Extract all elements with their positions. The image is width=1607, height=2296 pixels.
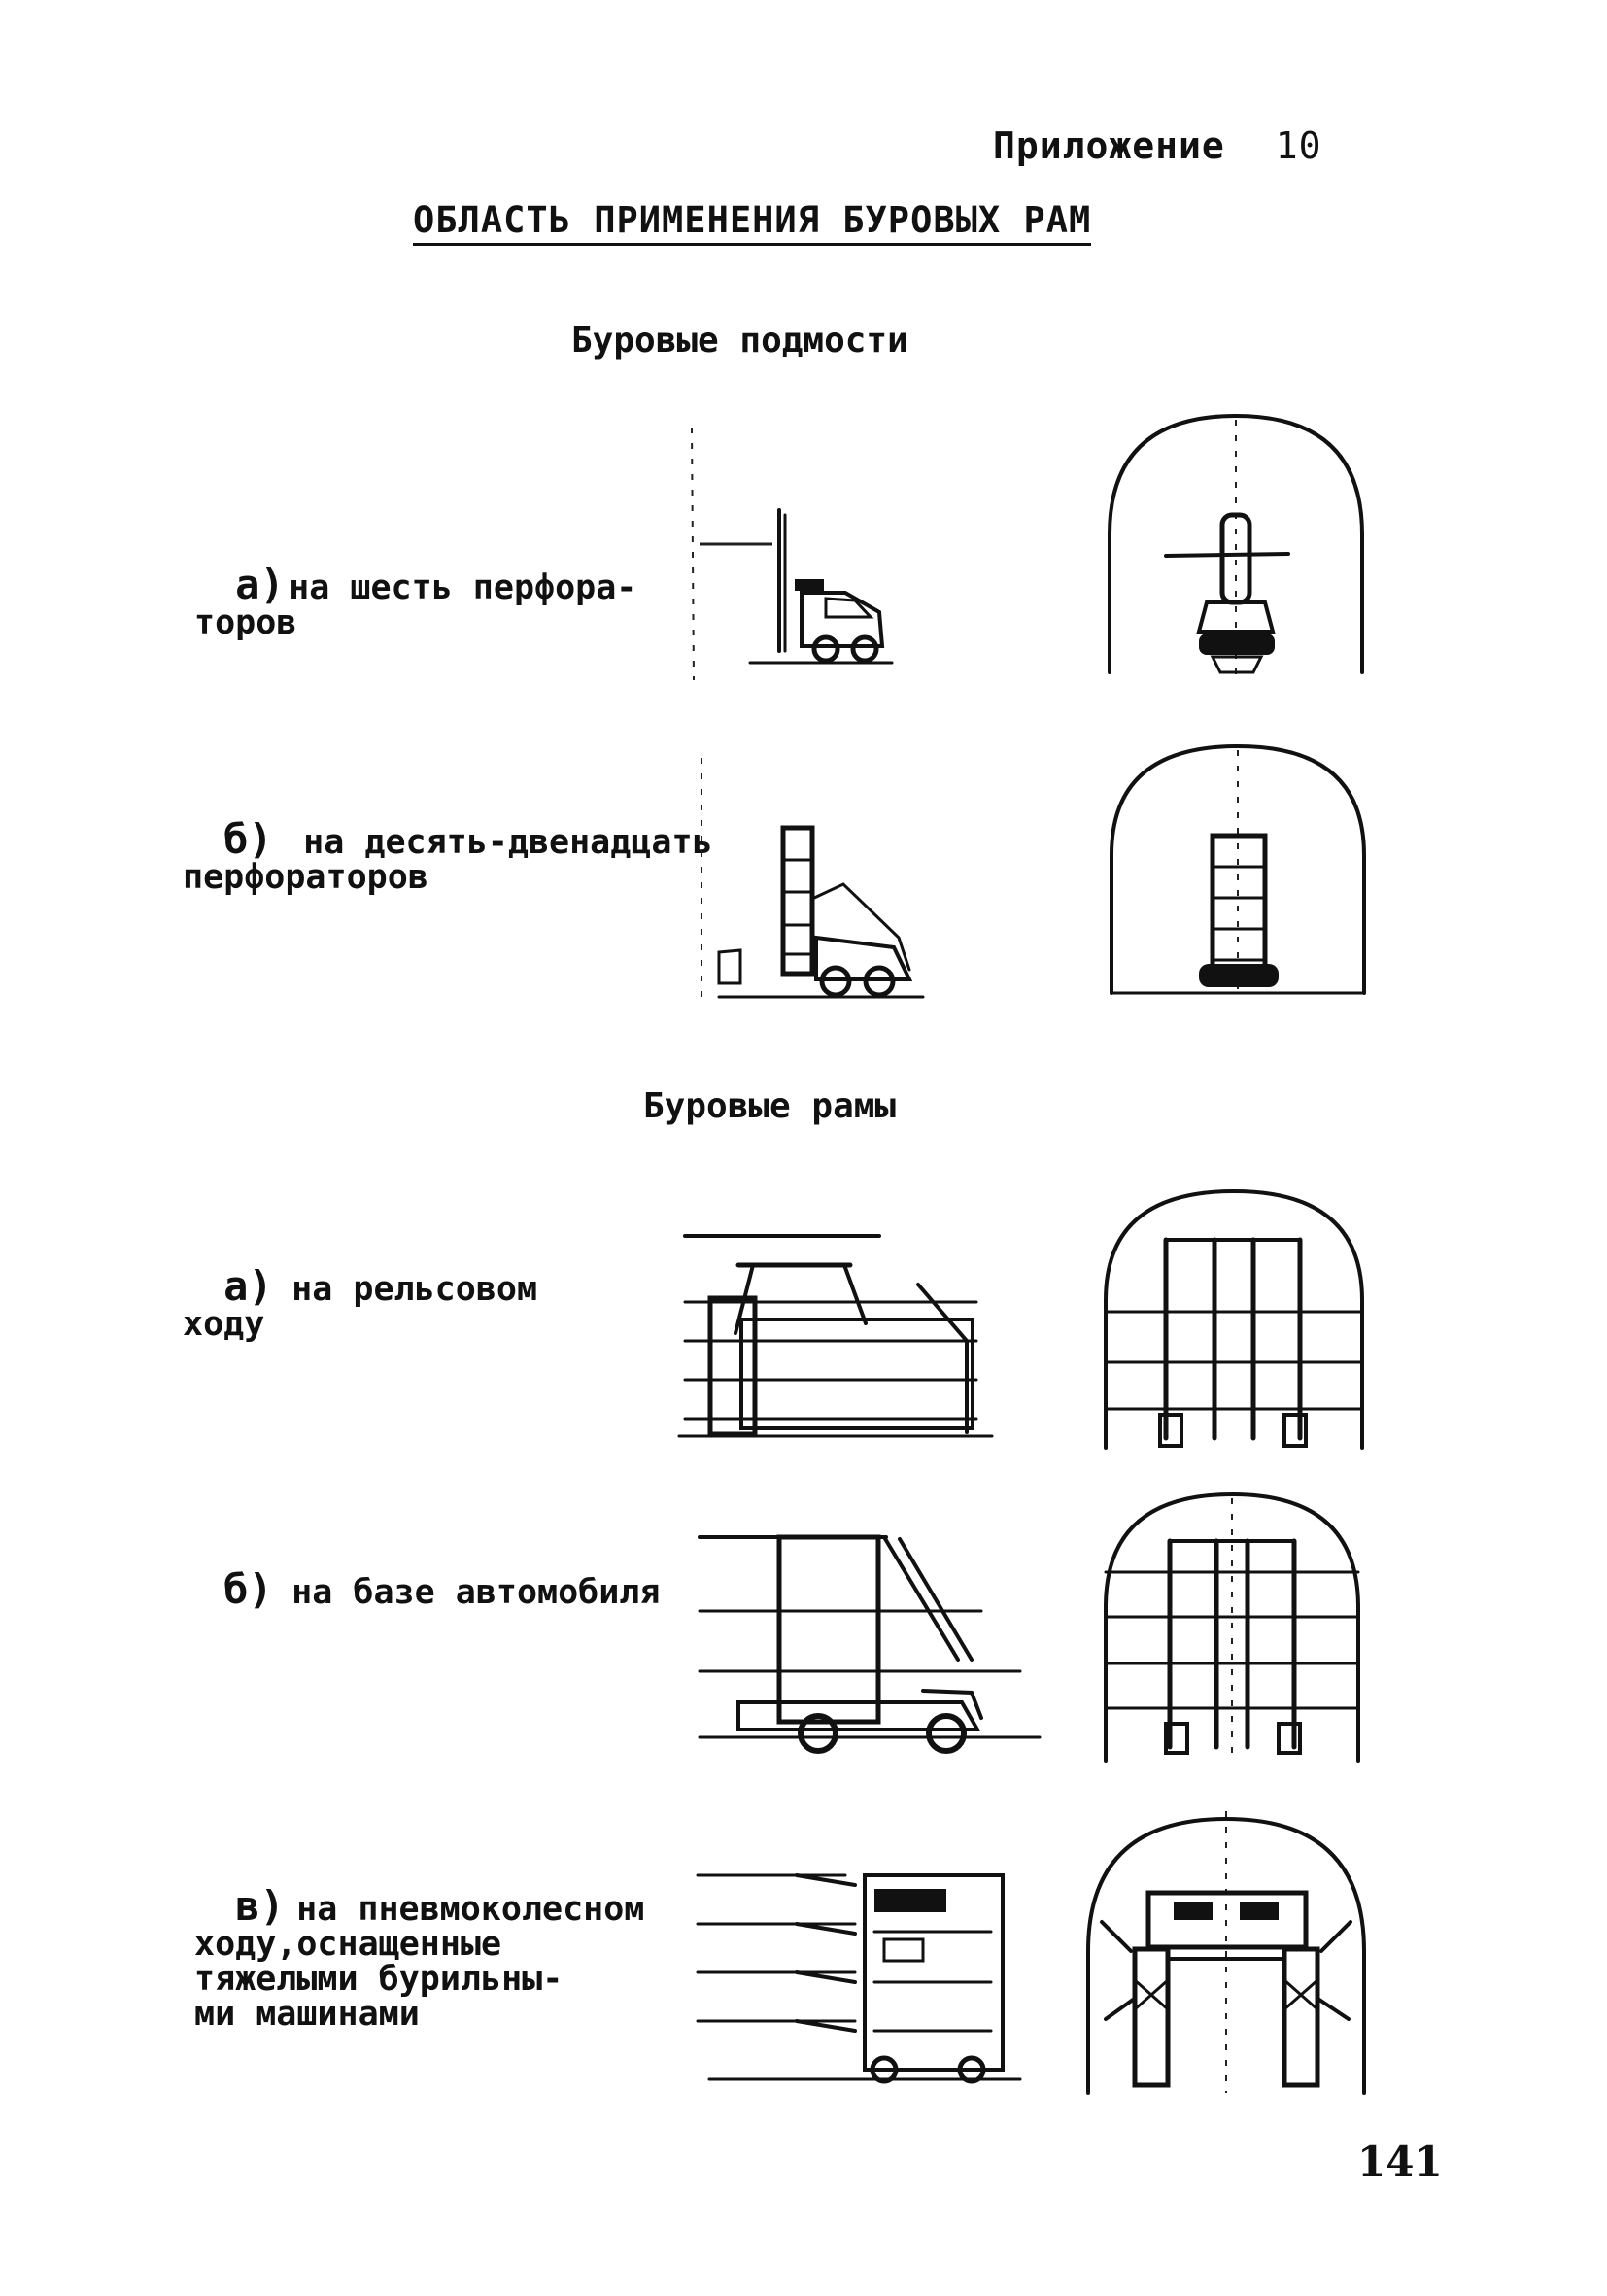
appendix-label: Приложение — [993, 124, 1225, 167]
item-text: на пневмоколесном ходу,оснащенные тяжелыми бурильны- ми машинами — [194, 1890, 645, 2034]
item-letter: б) — [223, 1565, 273, 1613]
list-item-scaffold-a — [194, 532, 636, 640]
item-text: на десять-двенадцать перфораторов — [183, 823, 713, 897]
item-letter: в) — [235, 1882, 285, 1930]
item-text: на шесть перфора- торов — [194, 568, 637, 642]
item-text: на рельсовом ходу — [183, 1270, 538, 1344]
frame-rail-front-view — [1098, 1183, 1370, 1456]
item-letter: а) — [223, 1262, 273, 1310]
scaffold-twelve-drill-side-view — [680, 738, 952, 1020]
section-heading-drilling-frames: Буровые рамы — [643, 1086, 897, 1126]
scaffold-six-drill-side-view — [680, 408, 904, 690]
frame-pneumatic-side-view — [690, 1846, 1030, 2099]
page-title: ОБЛАСТЬ ПРИМЕНЕНИЯ БУРОВЫХ РАМ — [413, 199, 1091, 246]
list-item-frame-a — [183, 1234, 537, 1342]
item-letter: а) — [235, 561, 285, 608]
frame-pneumatic-front-view — [1080, 1805, 1372, 2102]
list-item-scaffold-b — [183, 787, 713, 895]
list-item-frame-b — [183, 1537, 661, 1613]
scaffold-six-drill-front-view — [1098, 408, 1375, 685]
frame-truck-side-view — [680, 1516, 1049, 1768]
appendix-number: 10 — [1275, 124, 1322, 167]
page-number: 141 — [1357, 2138, 1443, 2185]
item-letter: б) — [223, 815, 273, 863]
item-text: на базе автомобиля — [291, 1573, 661, 1612]
frame-rail-side-view — [675, 1226, 996, 1452]
section-heading-drilling-scaffolds: Буровые подмости — [571, 321, 908, 360]
scaffold-twelve-drill-front-view — [1098, 738, 1380, 1006]
frame-truck-front-view — [1096, 1487, 1368, 1768]
list-item-frame-c — [194, 1854, 644, 2032]
appendix-header — [993, 124, 1322, 167]
